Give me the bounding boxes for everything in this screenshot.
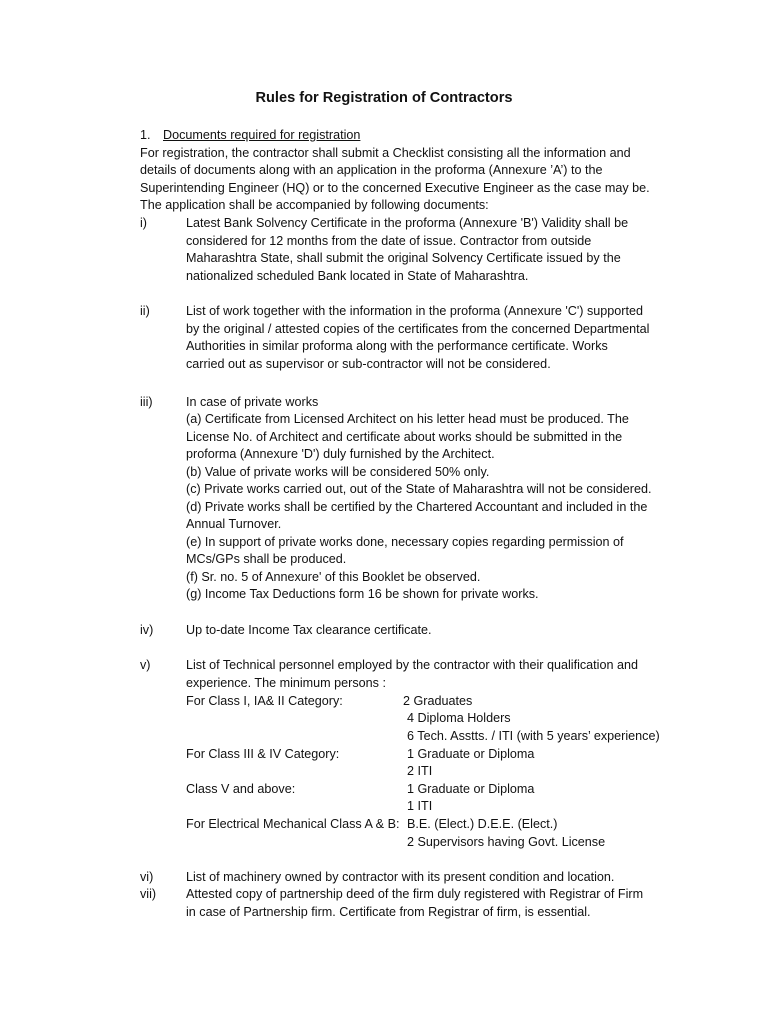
item-line: Attested copy of partnership deed of the firm duly registered with Registrar of Firm bbox=[186, 887, 644, 901]
item-line: (b) Value of private works will be considered 50% only. bbox=[186, 465, 490, 479]
item-number: iii) bbox=[140, 395, 153, 409]
category-value: 1 ITI bbox=[407, 799, 433, 813]
item-line: (g) Income Tax Deductions form 16 be shown for private works. bbox=[186, 587, 539, 601]
category-value: 6 Tech. Asstts. / ITI (with 5 years’ experience) bbox=[407, 729, 660, 743]
item-number: iv) bbox=[140, 623, 154, 637]
intro-line: Superintending Engineer (HQ) or to the concerned Executive Engineer as the case may be. bbox=[140, 181, 650, 195]
item-line: Maharashtra State, shall submit the original Solvency Certificate issued by the bbox=[186, 251, 621, 265]
page-title: Rules for Registration of Contractors bbox=[255, 90, 513, 106]
category-value: 2 Graduates bbox=[403, 694, 473, 708]
intro-line: For registration, the contractor shall submit a Checklist consisting all the information and bbox=[140, 146, 631, 160]
item-line: considered for 12 months from the date of issue. Contractor from outside bbox=[186, 234, 592, 248]
item-line: (c) Private works carried out, out of the State of Maharashtra will not be considered. bbox=[186, 482, 652, 496]
item-number: i) bbox=[140, 216, 147, 230]
item-line: MCs/GPs shall be produced. bbox=[186, 552, 347, 566]
item-number: vii) bbox=[140, 887, 157, 901]
category-label: For Class III & IV Category: bbox=[186, 747, 340, 761]
category-label: For Class I, IA& II Category: bbox=[186, 694, 343, 708]
item-line: Annual Turnover. bbox=[186, 517, 282, 531]
item-line: License No. of Architect and certificate about works should be submitted in the bbox=[186, 430, 623, 444]
item-line: experience. The minimum persons : bbox=[186, 676, 386, 690]
item-line: List of work together with the information in the proforma (Annexure 'C') supported bbox=[186, 304, 644, 318]
item-line: (e) In support of private works done, necessary copies regarding permission of bbox=[186, 535, 624, 549]
section-number: 1. bbox=[140, 128, 151, 142]
category-value: 1 Graduate or Diploma bbox=[407, 782, 535, 796]
category-label: Class V and above: bbox=[186, 782, 296, 796]
item-number: v) bbox=[140, 658, 151, 672]
item-line: List of Technical personnel employed by the contractor with their qualification and bbox=[186, 658, 639, 672]
intro-line: details of documents along with an application in the proforma (Annexure ’A’) to the bbox=[140, 163, 603, 177]
intro-line: The application shall be accompanied by following documents: bbox=[140, 198, 489, 212]
item-line: proforma (Annexure 'D') duly furnished by the Architect. bbox=[186, 447, 495, 461]
item-line: Authorities in similar proforma along with the performance certificate. Works bbox=[186, 339, 608, 353]
item-line: (f) Sr. no. 5 of Annexure' of this Booklet be observed. bbox=[186, 570, 481, 584]
item-line: in case of Partnership firm. Certificate from Registrar of firm, is essential. bbox=[186, 905, 591, 919]
item-line: Latest Bank Solvency Certificate in the proforma (Annexure 'B') Validity shall be bbox=[186, 216, 629, 230]
item-line: carried out as supervisor or sub-contractor will not be considered. bbox=[186, 357, 551, 371]
category-label: For Electrical Mechanical Class A & B: bbox=[186, 817, 400, 831]
item-number: vi) bbox=[140, 870, 154, 884]
section-heading: Documents required for registration bbox=[163, 128, 361, 142]
item-number: ii) bbox=[140, 304, 150, 318]
category-value: 2 Supervisors having Govt. License bbox=[407, 835, 606, 849]
item-line: (a) Certificate from Licensed Architect on his letter head must be produced. The bbox=[186, 412, 629, 426]
item-line: nationalized scheduled Bank located in State of Maharashtra. bbox=[186, 269, 529, 283]
category-value: 2 ITI bbox=[407, 764, 433, 778]
category-value: 4 Diploma Holders bbox=[407, 711, 511, 725]
item-line: List of machinery owned by contractor with its present condition and location. bbox=[186, 870, 615, 884]
category-value: B.E. (Elect.) D.E.E. (Elect.) bbox=[407, 817, 558, 831]
item-line: Up to-date Income Tax clearance certificate. bbox=[186, 623, 432, 637]
category-value: 1 Graduate or Diploma bbox=[407, 747, 535, 761]
item-line: In case of private works bbox=[186, 395, 319, 409]
item-line: (d) Private works shall be certified by the Chartered Accountant and included in the bbox=[186, 500, 648, 514]
item-line: by the original / attested copies of the certificates from the concerned Departmental bbox=[186, 322, 650, 336]
